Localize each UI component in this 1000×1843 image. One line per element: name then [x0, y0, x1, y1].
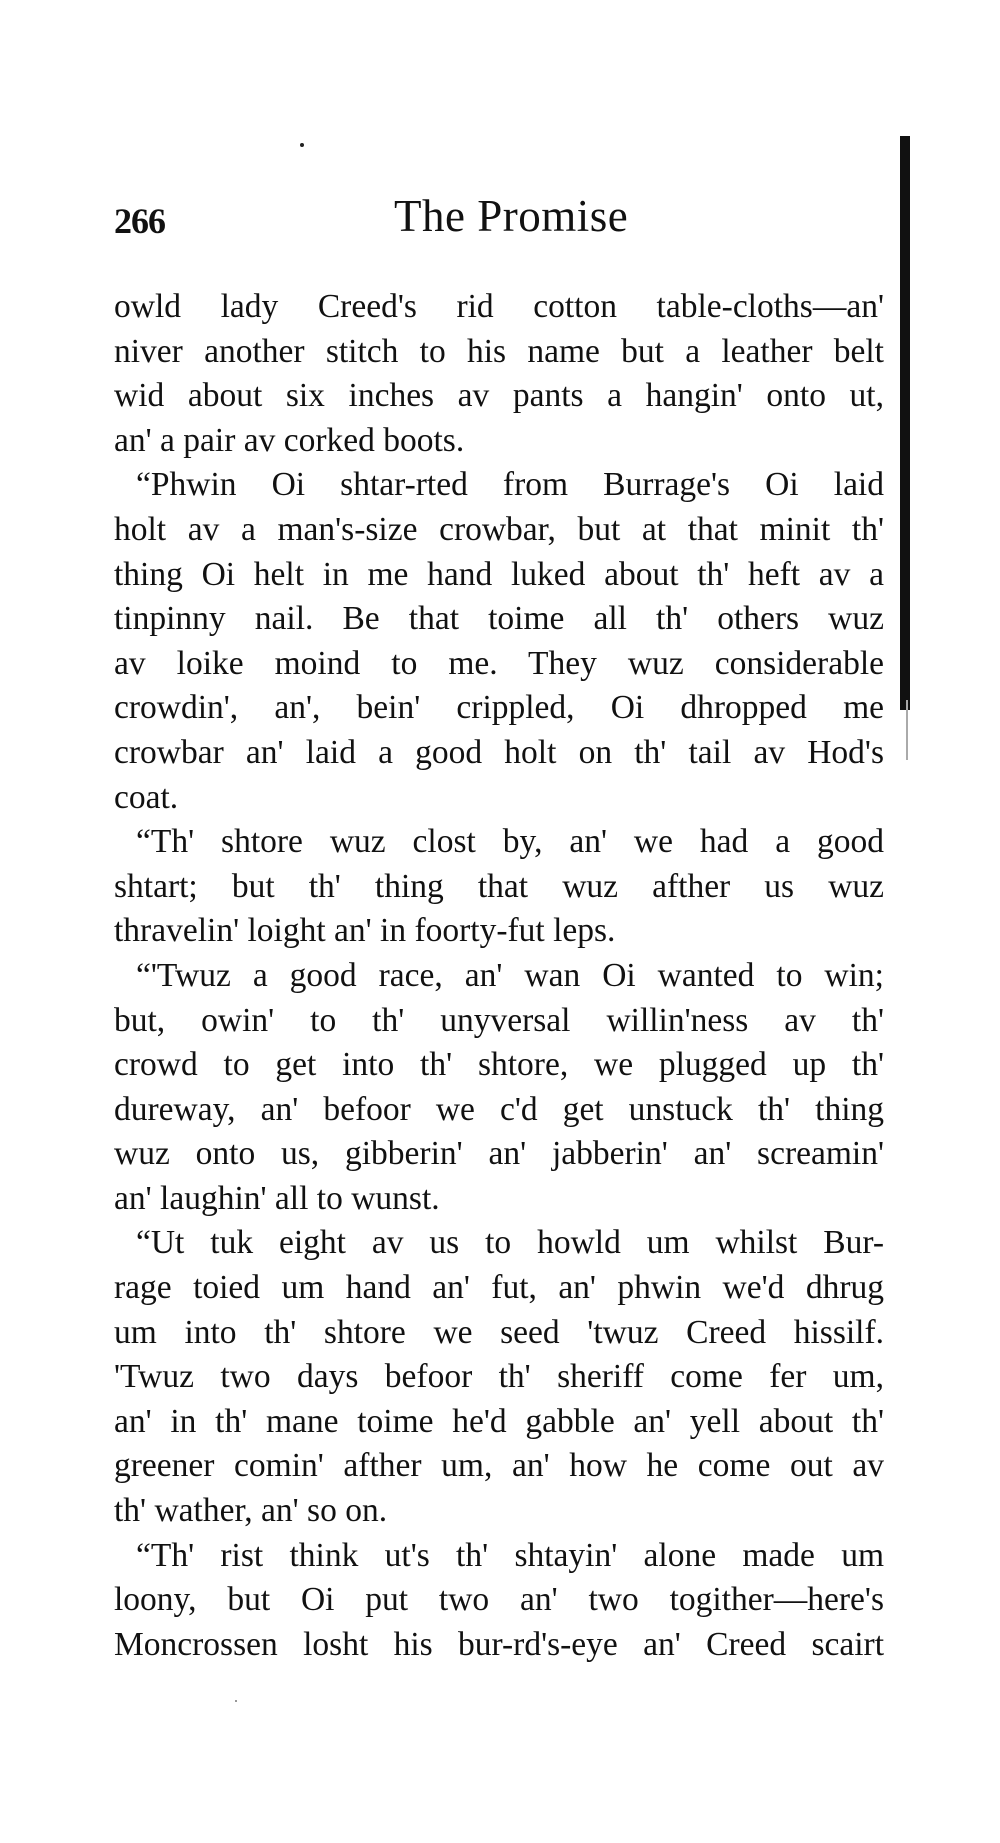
scan-speck-bottom — [235, 1700, 237, 1702]
text-line: thing Oi helt in me hand luked about th' heft av a — [114, 555, 884, 593]
text-line: av loike moind to me. They wuz considerable — [114, 644, 884, 682]
text-line: wuz onto us, gibberin' an' jabberin' an' screamin' — [114, 1135, 884, 1173]
text-line: crowdin', an', bein' crippled, Oi dhropped me — [114, 689, 884, 727]
text-line: shtart; but th' thing that wuz afther us wuz — [114, 867, 884, 905]
text-line: um into th' shtore we seed 'twuz Creed hissilf. — [114, 1313, 884, 1351]
text-line: “Phwin Oi shtar-rted from Burrage's Oi laid — [136, 466, 884, 504]
text-line: crowd to get into th' shtore, we plugged up th' — [114, 1046, 884, 1084]
text-line: thravelin' loight an' in foorty-fut leps. — [114, 912, 616, 950]
text-line: rage toied um hand an' fut, an' phwin we'd dhrug — [114, 1269, 884, 1307]
scan-speck — [300, 143, 304, 147]
text-line: wid about six inches av pants a hangin' onto ut, — [114, 377, 884, 415]
text-line: an' a pair av corked boots. — [114, 421, 465, 459]
page-edge-shadow-faint — [906, 700, 908, 760]
text-line: holt av a man's-size crowbar, but at that minit th' — [114, 510, 884, 548]
body-text — [114, 285, 884, 1667]
page-number: 266 — [114, 201, 165, 241]
text-line: “'Twuz a good race, an' wan Oi wanted to win; — [136, 956, 884, 994]
running-title: The Promise — [394, 191, 629, 241]
text-line: “Ut tuk eight av us to howld um whilst Bur- — [136, 1224, 884, 1262]
text-line: an' in th' mane toime he'd gabble an' yell about th' — [114, 1402, 884, 1440]
text-line: niver another stitch to his name but a leather belt — [114, 332, 884, 370]
text-line: loony, but Oi put two an' two togither—here's — [114, 1581, 884, 1619]
running-header — [114, 190, 884, 250]
text-line: dureway, an' befoor we c'd get unstuck th' thing — [114, 1090, 884, 1128]
text-line: an' laughin' all to wunst. — [114, 1179, 440, 1217]
page-edge-shadow — [900, 136, 910, 710]
text-line: but, owin' to th' unyversal willin'ness av th' — [114, 1001, 884, 1039]
text-line: “Th' shtore wuz clost by, an' we had a good — [136, 823, 884, 861]
text-line: owld lady Creed's rid cotton table-cloths—an' — [114, 288, 884, 325]
text-line: Moncrossen losht his bur-rd's-eye an' Creed scairt — [114, 1625, 884, 1663]
text-line: “Th' rist think ut's th' shtayin' alone made um — [136, 1536, 884, 1574]
text-line: greener comin' afther um, an' how he come out av — [114, 1447, 884, 1485]
text-line: crowbar an' laid a good holt on th' tail av Hod's — [114, 733, 884, 771]
text-line: 'Twuz two days befoor th' sheriff come fer um, — [114, 1358, 884, 1396]
text-line: tinpinny nail. Be that toime all th' others wuz — [114, 600, 884, 638]
text-line: th' wather, an' so on. — [114, 1492, 388, 1530]
text-line: coat. — [114, 778, 179, 816]
